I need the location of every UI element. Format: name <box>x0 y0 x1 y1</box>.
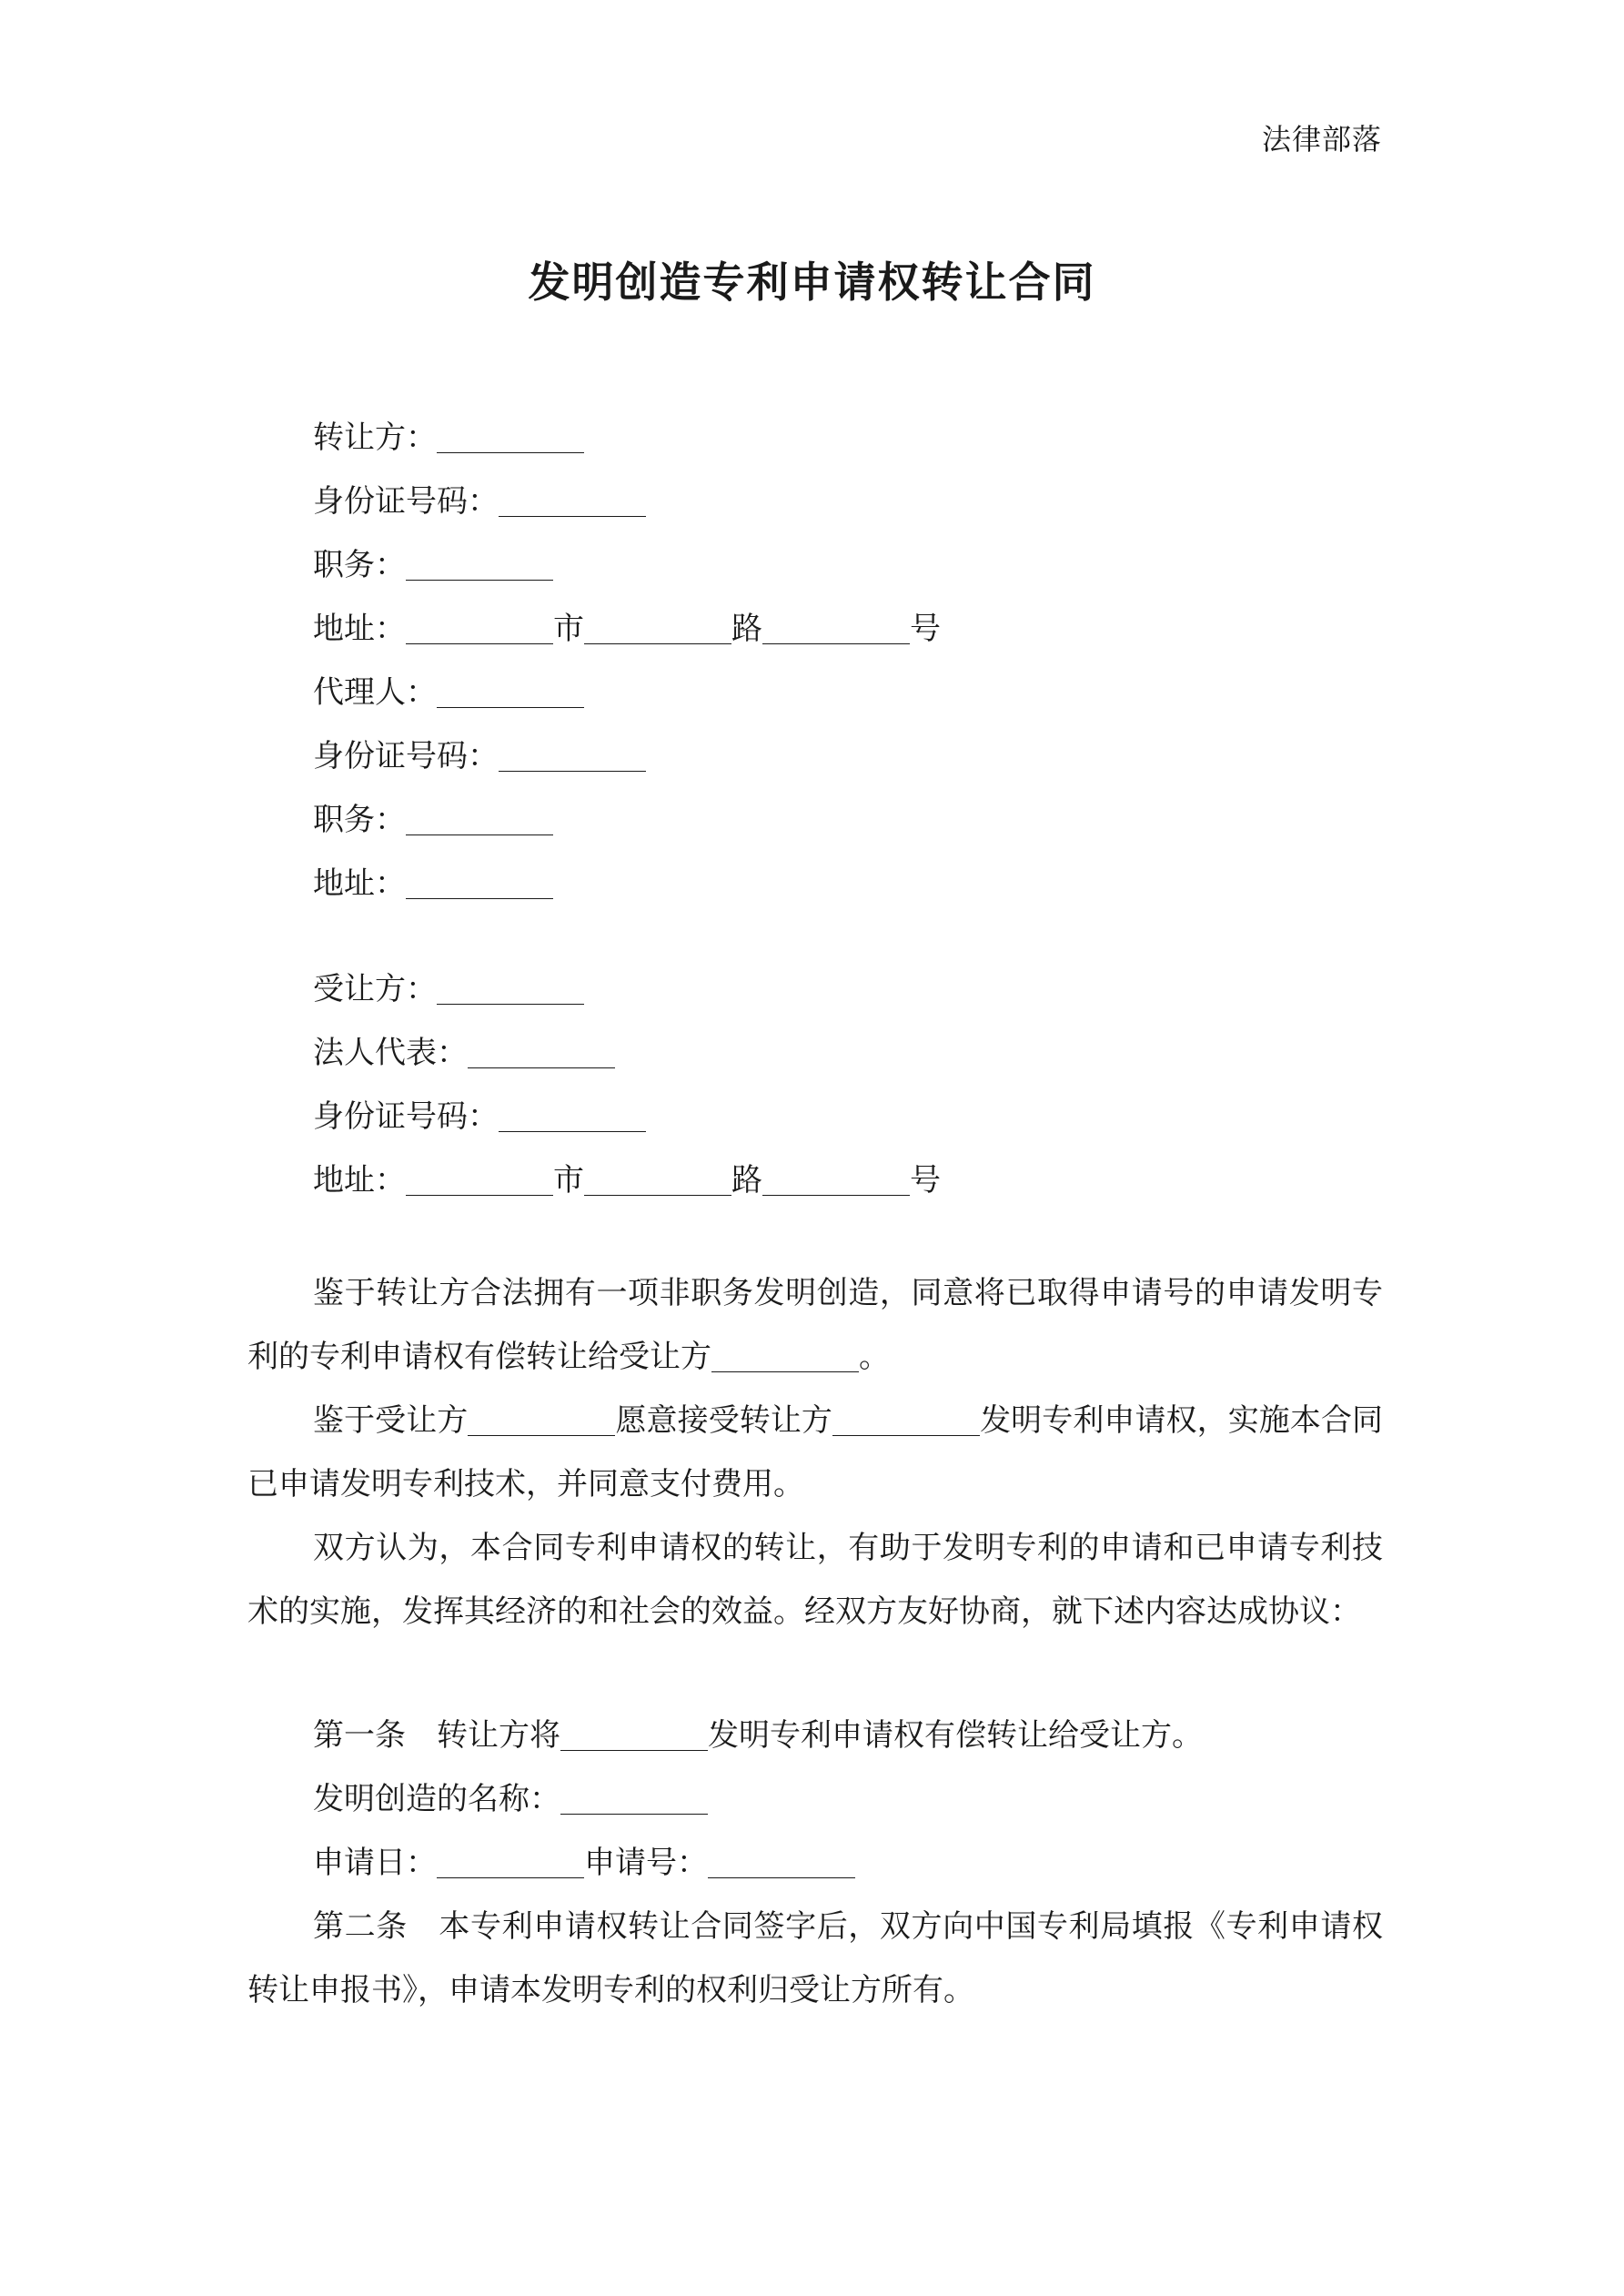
recital-text: 鉴于转让方合法拥有一项非职务发明创造，同意将已取得申请号的申请发明专利的专利申请权有偿转让给受让方 <box>247 1275 1383 1375</box>
blank-line <box>762 1195 910 1197</box>
blank-line <box>437 707 584 709</box>
agent-name-field <box>247 661 1383 724</box>
recital-text: 愿意接受转让方 <box>615 1402 833 1439</box>
field-label: 发明创造的名称： <box>313 1781 560 1817</box>
transferor-name-field <box>247 406 1383 470</box>
blank-line <box>499 771 646 773</box>
filing-date-field <box>247 1831 1383 1895</box>
field-label: 法人代表： <box>313 1035 468 1071</box>
transferor-address-field <box>247 597 1383 661</box>
field-label: 受让方： <box>313 971 437 1007</box>
blank-line <box>584 1195 731 1197</box>
field-label: 地址： <box>313 611 406 647</box>
legal-representative-field <box>247 1021 1383 1085</box>
road-suffix: 路 <box>731 1162 762 1199</box>
city-suffix: 市 <box>553 611 584 647</box>
recital-text: 发明专利申请权，实施本合同已申请发明专利技术，并同意支付费用。 <box>247 1402 1384 1502</box>
city-suffix: 市 <box>553 1162 584 1199</box>
field-label: 职务： <box>313 802 406 838</box>
blank-line <box>468 1067 615 1069</box>
recital-paragraph-1 <box>247 1261 1383 1389</box>
transferor-position-field <box>247 533 1383 597</box>
agent-address-field <box>247 852 1383 915</box>
document-body <box>247 406 1383 2022</box>
blank-line <box>708 1877 855 1879</box>
field-label: 职务： <box>313 547 406 583</box>
blank-line <box>499 516 646 518</box>
recital-text: 。 <box>859 1339 890 1375</box>
recital-paragraph-2 <box>247 1389 1383 1516</box>
number-suffix: 号 <box>910 611 941 647</box>
blank-line <box>711 1371 859 1373</box>
blank-line <box>406 1195 553 1197</box>
field-label: 身份证号码： <box>313 483 499 520</box>
transferee-address-field <box>247 1148 1383 1212</box>
blank-line <box>406 643 553 645</box>
article-text: 发明专利申请权有偿转让给受让方。 <box>708 1717 1203 1754</box>
recital-paragraph-3: 双方认为，本合同专利申请权的转让，有助于发明专利的申请和已申请专利技术的实施，发挥其经济的和社会的效益。经双方友好协商，就下述内容达成协议： <box>247 1530 1383 1630</box>
blank-line <box>560 1750 708 1752</box>
blank-line <box>437 1877 584 1879</box>
blank-line <box>832 1435 980 1437</box>
recital-text: 鉴于受让方 <box>313 1402 469 1439</box>
blank-line <box>406 898 553 900</box>
blank-line <box>437 1004 584 1006</box>
blank-line <box>406 834 553 836</box>
document-title: 发明创造专利申请权转让合同 <box>528 258 1096 307</box>
agent-id-field <box>247 724 1383 788</box>
field-label: 地址： <box>313 865 406 902</box>
article-2: 第二条 本专利申请权转让合同签字后，双方向中国专利局填报《专利申请权转让申报书》，申请本发明专利的权利归受让方所有。 <box>247 1908 1383 2008</box>
field-label: 代理人： <box>313 674 437 711</box>
agent-position-field <box>247 788 1383 852</box>
field-label: 身份证号码： <box>313 1098 499 1135</box>
blank-line <box>560 1814 708 1816</box>
invention-name-field <box>247 1767 1383 1831</box>
blank-line <box>468 1435 615 1437</box>
road-suffix: 路 <box>731 611 762 647</box>
field-label: 身份证号码： <box>313 738 499 774</box>
article-text: 第一条 转让方将 <box>313 1717 560 1754</box>
header-brand: 法律部落 <box>1261 122 1382 157</box>
field-label: 转让方： <box>313 420 437 456</box>
number-suffix: 号 <box>910 1162 941 1199</box>
blank-line <box>762 643 910 645</box>
article-1 <box>247 1704 1383 1767</box>
transferee-id-field <box>247 1085 1383 1148</box>
blank-line <box>437 452 584 454</box>
field-label: 地址： <box>313 1162 406 1199</box>
blank-line <box>499 1131 646 1133</box>
blank-line <box>406 580 553 582</box>
blank-line <box>584 643 731 645</box>
transferee-name-field <box>247 957 1383 1021</box>
field-label: 申请号： <box>584 1845 708 1881</box>
field-label: 申请日： <box>313 1845 437 1881</box>
transferor-id-field <box>247 470 1383 533</box>
